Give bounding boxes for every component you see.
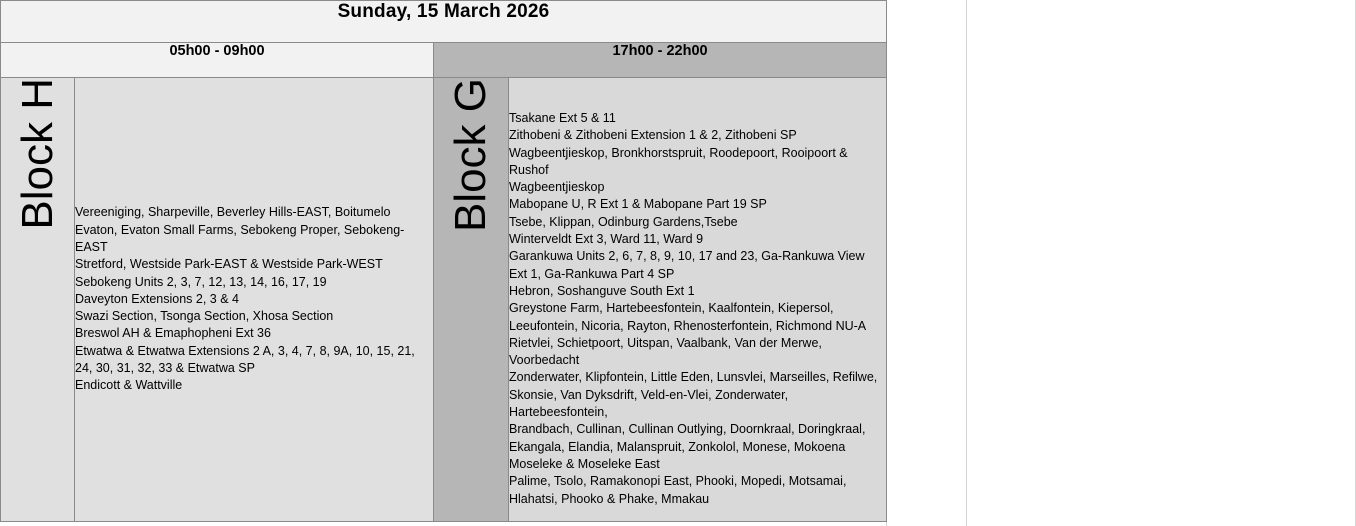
list-item: Rietvlei, Schietpoort, Uitspan, Vaalbank, Van der Merwe, Voorbedacht — [509, 335, 822, 368]
time-slot-morning: 05h00 - 09h00 — [1, 43, 434, 78]
list-item: Evaton, Evaton Small Farms, Sebokeng Proper, Sebokeng-EAST — [75, 222, 405, 254]
list-item: Ekangala, Elandia, Malanspruit, Zonkolol, Monese, Mokoena — [509, 439, 846, 454]
block-h-area-list — [75, 78, 434, 522]
schedule-body-row — [1, 78, 887, 522]
list-item: Swazi Section, Tsonga Section, Xhosa Section — [75, 309, 334, 324]
block-label-g: Block G — [446, 78, 495, 233]
list-item: Sebokeng Units 2, 3, 7, 12, 13, 14, 16, 17, 19 — [75, 274, 327, 289]
list-item: Greystone Farm, Hartebeesfontein, Kaalfontein, Kiepersol, Leeufontein, Nicoria, Rayton, Rhenosterfontein, Richmond NU-A — [509, 301, 867, 333]
block-label-g-cell — [434, 78, 509, 522]
list-item: Zithobeni & Zithobeni Extension 1 & 2, Zithobeni SP — [509, 128, 797, 143]
list-item: Palime, Tsolo, Ramakonopi East, Phooki, Mopedi, Motsamai, — [509, 474, 847, 489]
list-item: Wagbeentjieskop — [509, 180, 605, 195]
list-item: Tsebe, Klippan, Odinburg Gardens,Tsebe — [509, 214, 738, 229]
list-item: Etwatwa & Etwatwa Extensions 2 A, 3, 4, 7, 8, 9A, 10, 15, 21, 24, 30, 31, 32, 33 & Etwatwa SP — [75, 343, 415, 376]
title-row — [1, 1, 887, 43]
list-item: Moseleke & Moseleke East — [509, 456, 660, 471]
block-label-h-cell — [1, 78, 75, 522]
list-item: Mabopane U, R Ext 1 & Mabopane Part 19 SP — [509, 197, 767, 212]
list-item: Hebron, Soshanguve South Ext 1 — [509, 283, 695, 298]
list-item: Hlahatsi, Phooko & Phake, Mmakau — [509, 491, 710, 506]
list-item: Winterveldt Ext 3, Ward 11, Ward 9 — [509, 232, 704, 247]
time-slot-evening: 17h00 - 22h00 — [434, 43, 887, 78]
list-item: Vereeniging, Sharpeville, Beverley Hills-EAST, Boitumelo — [75, 205, 391, 220]
list-item: Brandbach, Cullinan, Cullinan Outlying, Doornkraal, Doringkraal, — [509, 422, 866, 437]
list-item: Breswol AH & Emaphopheni Ext 36 — [75, 326, 271, 341]
list-item: Stretford, Westside Park-EAST & Westside Park-WEST — [75, 257, 383, 272]
list-item: Tsakane Ext 5 & 11 — [509, 111, 616, 125]
list-item: Garankuwa Units 2, 6, 7, 8, 9, 10, 17 and 23, Ga-Rankuwa View Ext 1, Ga-Rankuwa Part 4 SP — [509, 249, 865, 281]
list-item: Daveyton Extensions 2, 3 & 4 — [75, 291, 239, 306]
time-header-row — [1, 43, 887, 78]
list-item: Wagbeentjieskop, Bronkhorstspruit, Roodepoort, Rooipoort & Rushof — [509, 145, 848, 177]
page-title: Sunday, 15 March 2026 — [1, 1, 887, 43]
list-item: Zonderwater, Klipfontein, Little Eden, Lunsvlei, Marseilles, Refilwe, Skonsie, Van Dyksdrift, Veld-en-Vlei, Zonderwater, Hartebeesfontein, — [509, 370, 878, 420]
block-g-area-list — [509, 78, 887, 522]
block-label-h: Block H — [12, 78, 62, 230]
list-item: Endicott & Wattville — [75, 378, 183, 393]
